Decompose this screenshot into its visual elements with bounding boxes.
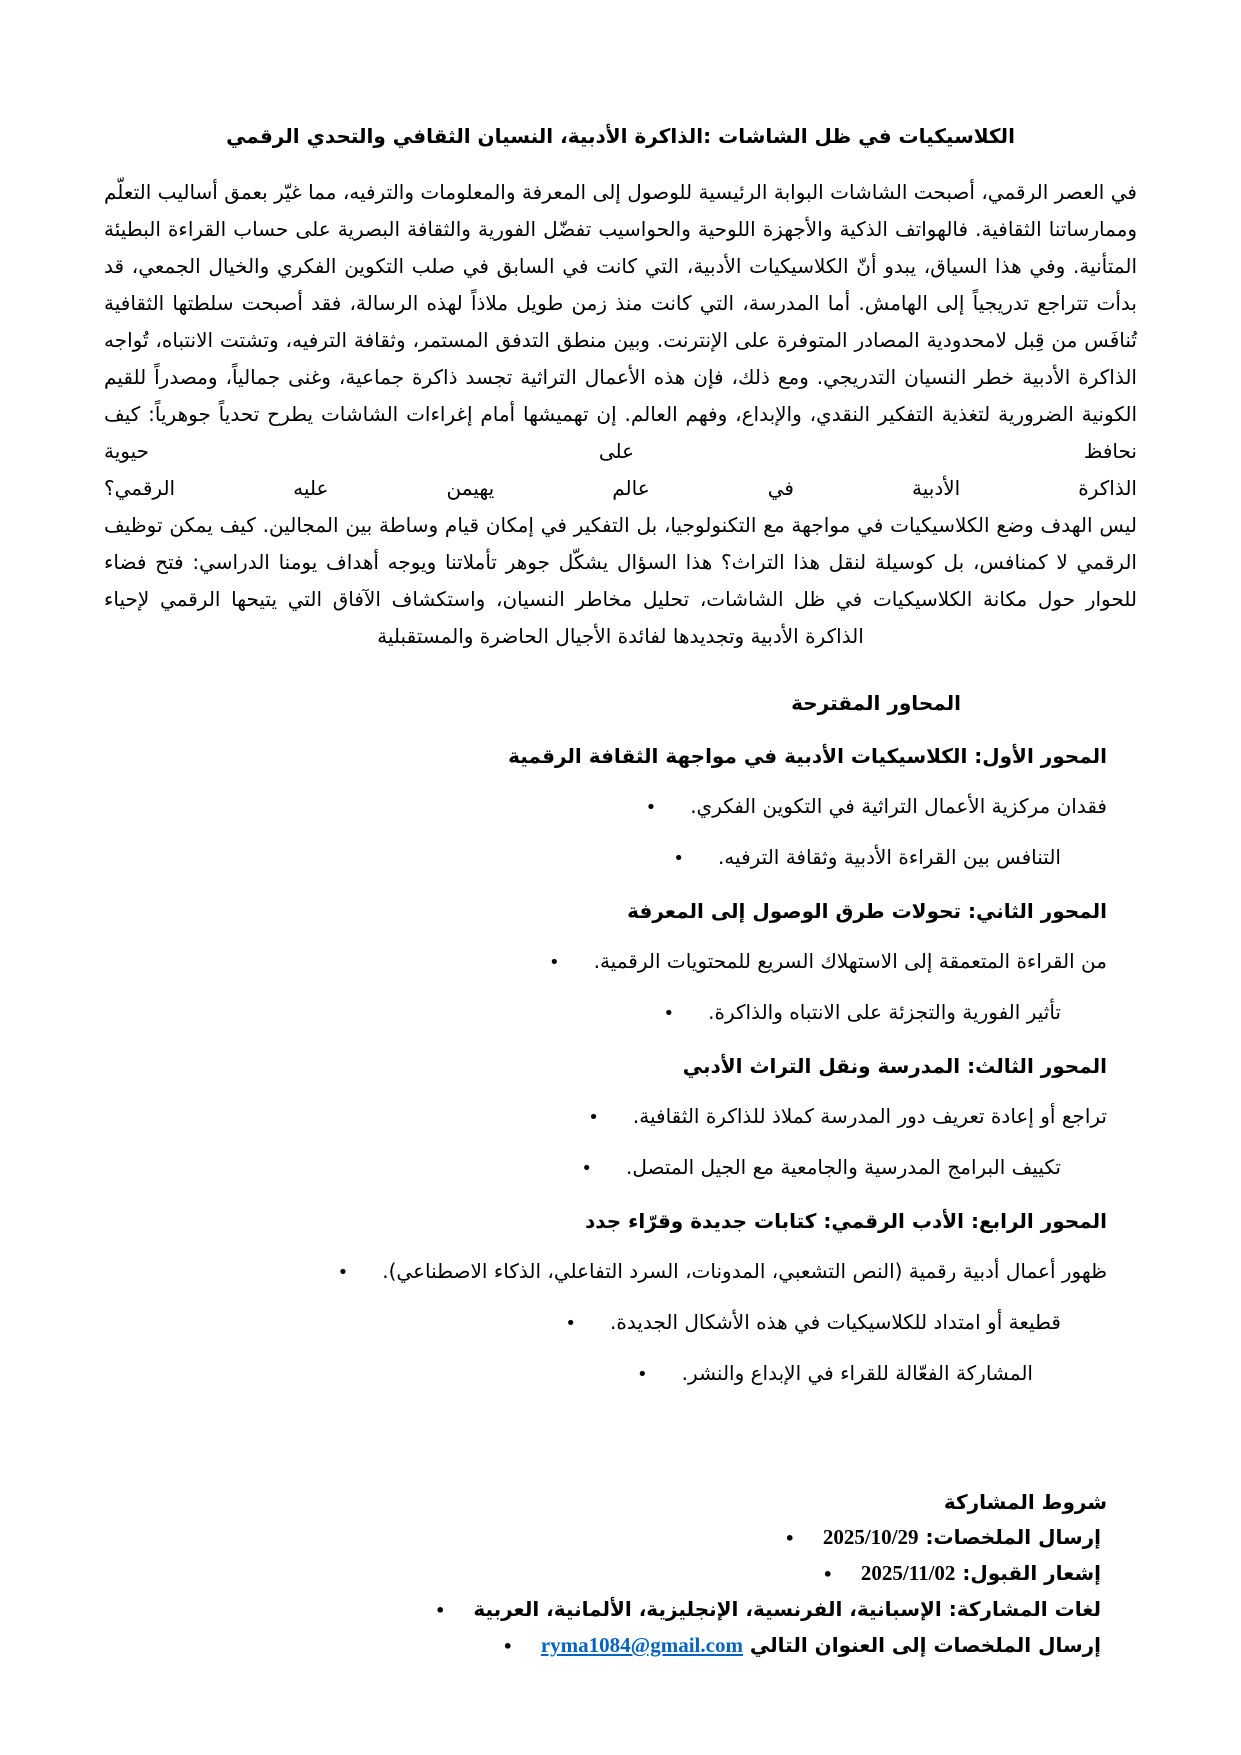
participation-conditions-section xyxy=(104,1485,1137,1664)
axis-2-title: المحور الثاني: تحولات طرق الوصول إلى المعرفة xyxy=(627,899,1107,923)
list-item-text: تراجع أو إعادة تعريف دور المدرسة كملاذ للذاكرة الثقافية. xyxy=(632,1104,1107,1128)
list-item-text: ظهور أعمال أدبية رقمية (النص التشعبي، المدونات، السرد التفاعلي، الذكاء الاصطناعي). xyxy=(382,1259,1107,1283)
submission-email-link[interactable]: ryma1084@gmail.com xyxy=(540,1633,743,1657)
condition-label: لغات المشاركة: الإسبانية، الفرنسية، الإنجليزية، الألمانية، العربية xyxy=(473,1597,1101,1621)
list-item-text: تأثير الفورية والتجزئة على الانتباه والذاكرة. xyxy=(708,1000,1061,1024)
list-item-text: فقدان مركزية الأعمال التراثية في التكوين الفكري. xyxy=(690,794,1107,818)
list-item-text: من القراءة المتعمقة إلى الاستهلاك السريع للمحتويات الرقمية. xyxy=(593,949,1107,973)
bullet-icon: • xyxy=(502,1637,513,1656)
condition-label: إشعار القبول: xyxy=(962,1561,1101,1585)
bullet-icon: • xyxy=(637,1364,648,1385)
acceptance-date: 2025/11/02 xyxy=(860,1561,956,1585)
condition-languages xyxy=(104,1592,1137,1628)
bullet-icon: • xyxy=(337,1262,349,1283)
condition-label: إرسال الملخصات: xyxy=(925,1525,1101,1549)
intro-paragraph-1: في العصر الرقمي، أصبحت الشاشات البوابة الرئيسية للوصول إلى المعرفة والمعلومات والترفيه، مما غيّر بعمق أساليب التعلّم وممارساتنا الثقافية. فالهواتف الذكية والأجهزة اللوحية والحواسيب تفضّل الفورية والثقافة البصرية على حساب القراءة البطيئة المتأنية. وفي هذا السياق، يبدو أنّ الكلاسيكيات الأدبية، التي كانت في السابق في صلب التكوين الفكري والخيال الجمعي، قد بدأت تتراجع تدريجياً إلى الهامش. أما المدرسة، التي كانت منذ زمن طويل ملاذاً لهذه الرسالة، فقد أصبحت سلطتها الثقافية تُنافَس من قِبل لامحدودية المصادر المتوفرة على الإنترنت. وبين منطق التدفق المستمر، وثقافة الترفيه، وتشتت الانتباه، تُواجه الذاكرة الأدبية خطر النسيان التدريجي. ومع ذلك، فإن هذه الأعمال التراثية تجسد ذاكرة جماعية، وغنى جمالياً، ومصدراً للقيم الكونية الضرورية لتغذية التفكير النقدي، والإبداع، وفهم العالم. إن تهميشها أمام إغراءات الشاشات يطرح تحدياً جوهرياً: كيف نحافظ على حيوية xyxy=(104,180,1137,463)
intro-paragraph-1-stretched-line: الذاكرة الأدبية في عالم يهيمن عليه الرقمي؟ xyxy=(104,476,1137,500)
participation-conditions-heading: شروط المشاركة xyxy=(943,1490,1107,1514)
list-item-text: المشاركة الفعّالة للقراء في الإبداع والنشر. xyxy=(681,1361,1033,1385)
document-title: الكلاسيكيات في ظل الشاشات :الذاكرة الأدبية، النسيان الثقافي والتحدي الرقمي xyxy=(226,124,1015,148)
bullet-icon: • xyxy=(588,1107,599,1128)
bullet-icon: • xyxy=(822,1565,833,1584)
bullet-icon: • xyxy=(548,952,560,973)
list-item xyxy=(104,1098,1137,1136)
condition-abstract-deadline xyxy=(104,1520,1137,1556)
list-item-text: تكييف البرامج المدرسية والجامعية مع الجيل المتصل. xyxy=(626,1155,1061,1179)
list-item-text: قطيعة أو امتداد للكلاسيكيات في هذه الأشكال الجديدة. xyxy=(610,1310,1061,1334)
axis-3-title: المحور الثالث: المدرسة ونقل التراث الأدبي xyxy=(682,1054,1107,1078)
list-item xyxy=(104,943,1137,981)
condition-submission-address xyxy=(104,1628,1137,1664)
bullet-icon: • xyxy=(645,797,657,818)
list-item xyxy=(104,1304,1137,1342)
intro-paragraph-2: ليس الهدف وضع الكلاسيكيات في مواجهة مع التكنولوجيا، بل التفكير في إمكان قيام وساطة بين المجالين. كيف يمكن توظيف الرقمي لا كمنافس، بل كوسيلة لنقل هذا التراث؟ هذا السؤال يشكّل جوهر تأملاتنا ويوجه أهداف يومنا الدراسي: فتح فضاء للحوار حول مكانة الكلاسيكيات في ظل الشاشات، تحليل مخاطر النسيان، واستكشاف الآفاق التي يتيحها الرقمي لإحياء الذاكرة الأدبية وتجديدها لفائدة الأجيال الحاضرة والمستقبلية xyxy=(104,513,1137,648)
condition-label: إرسال الملخصات إلى العنوان التالي xyxy=(749,1633,1101,1657)
list-item xyxy=(104,788,1137,826)
condition-acceptance-notice xyxy=(104,1556,1137,1592)
axis-1-title: المحور الأول: الكلاسيكيات الأدبية في مواجهة الثقافة الرقمية xyxy=(508,744,1107,768)
list-item xyxy=(104,839,1137,877)
list-item-text: التنافس بين القراءة الأدبية وثقافة الترفيه. xyxy=(717,845,1061,869)
list-item xyxy=(104,994,1137,1032)
bullet-icon: • xyxy=(663,1003,675,1024)
list-item xyxy=(104,1355,1137,1393)
list-item xyxy=(104,1253,1137,1291)
axis-4-title: المحور الرابع: الأدب الرقمي: كتابات جديدة وقرّاء جدد xyxy=(584,1209,1107,1233)
bullet-icon: • xyxy=(673,848,684,869)
bullet-icon: • xyxy=(784,1529,795,1548)
bullet-icon: • xyxy=(435,1601,446,1620)
bullet-icon: • xyxy=(581,1158,593,1179)
bullet-icon: • xyxy=(565,1313,577,1334)
list-item xyxy=(104,1149,1137,1187)
proposed-axes-heading: المحاور المقترحة xyxy=(791,691,961,715)
deadline-date: 2025/10/29 xyxy=(822,1525,919,1549)
